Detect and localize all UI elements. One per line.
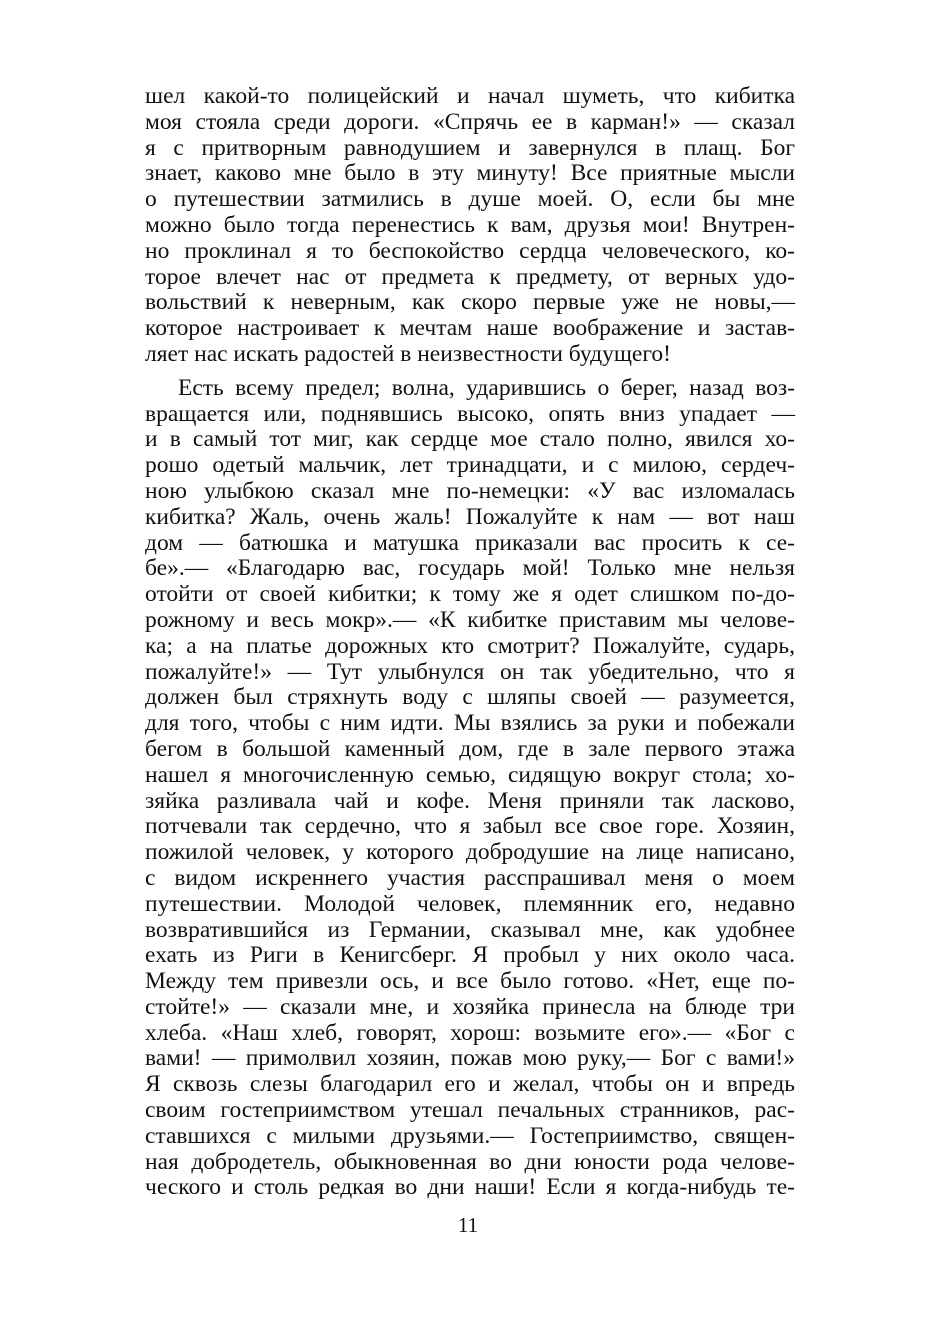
text-line: Есть всему предел; волна, ударившись о берег, назад воз-: [178, 374, 795, 401]
page-number: 11: [457, 1213, 479, 1237]
text-line: ная добродетель, обыкновенная во дни юности рода челове-: [145, 1148, 795, 1175]
text-line: ка; а на платье дорожных кто смотрит? Пожалуйте, сударь,: [145, 632, 795, 659]
text-line: кибитка? Жаль, очень жаль! Пожалуйте к нам — вот наш: [145, 503, 795, 530]
text-line: зяйка разливала чай и кофе. Меня приняли так ласково,: [145, 787, 795, 814]
text-line: хлеба. «Наш хлеб, говорят, хорош: возьмите его».— «Бог с: [145, 1019, 795, 1046]
text-line: стойте!» — сказали мне, и хозяйка принесла на блюде три: [145, 993, 795, 1020]
text-line: ставшихся с милыми друзьями.— Гостеприимство, священ-: [145, 1122, 795, 1149]
text-line: пожалуйте!» — Тут улыбнулся он так убедительно, что я: [145, 658, 795, 685]
text-line: рожному и весь мокр».— «К кибитке приставим мы челове-: [145, 606, 795, 633]
page-text: [145, 84, 795, 1201]
text-line: бегом в большой каменный дом, где в зале первого этажа: [145, 735, 795, 762]
text-line: пожилой человек, у которого добродушие на лице написано,: [145, 839, 795, 866]
text-line: ческого и столь редкая во дни наши! Если я когда-нибудь те-: [145, 1174, 795, 1201]
text-line: но проклинал я то беспокойство сердца человеческого, ко-: [145, 237, 795, 264]
text-line: вращается или, поднявшись высоко, опять вниз упадает —: [145, 400, 795, 427]
text-line: бе».— «Благодарю вас, государь мой! Только мне нельзя: [145, 555, 795, 582]
text-line: ною улыбкою сказал мне по-немецки: «У вас изломалась: [145, 477, 795, 504]
text-line: путешествии. Молодой человек, племянник его, недавно: [145, 890, 795, 917]
text-line: ляет нас искать радостей в неизвестности будущего!: [145, 340, 671, 367]
text-line: рошо одетый мальчик, лет тринадцати, и с милою, сердеч-: [145, 452, 795, 479]
text-line: и в самый тот миг, как сердце мое стало полно, явился хо-: [145, 426, 795, 453]
text-line: моя стояла среди дороги. «Спрячь ее в карман!» — сказал: [145, 108, 795, 135]
text-line: вами! — примолвил хозяин, пожав мою руку,— Бог с вами!»: [145, 1045, 795, 1072]
text-line: которое настроивает к мечтам наше воображение и застав-: [145, 315, 795, 342]
text-line: для того, чтобы с ним идти. Мы взялись за руки и побежали: [145, 710, 795, 737]
text-line: Я сквозь слезы благодарил его и желал, чтобы он и впредь: [145, 1071, 795, 1098]
paragraph-1: [145, 84, 795, 368]
text-line: можно было тогда перенестись к вам, друзья мои! Внутрен-: [145, 211, 795, 238]
text-line: отойти от своей кибитки; к тому же я одет слишком по-до-: [145, 581, 795, 608]
text-line: Между тем привезли ось, и все было готово. «Нет, еще по-: [145, 968, 795, 995]
paragraph-2: [145, 376, 795, 1202]
text-line: вольствий к неверным, как скоро первые уже не новы,—: [145, 289, 795, 316]
text-line: шел какой-то полицейский и начал шуметь, что кибитка: [145, 83, 795, 109]
text-line: должен был стряхнуть воду с шляпы своей — разумеется,: [145, 684, 795, 711]
text-line: я с притворным равнодушием и завернулся в плащ. Бог: [145, 134, 795, 161]
text-line: нашел я многочисленную семью, сидящую вокруг стола; хо-: [145, 761, 795, 788]
text-line: о путешествии затмились в душе моей. О, если бы мне: [145, 186, 795, 213]
text-line: своим гостеприимством утешал печальных странников, рас-: [145, 1097, 795, 1124]
text-line: ехать из Риги в Кенигсберг. Я пробыл у них около часа.: [145, 942, 795, 969]
text-line: торое влечет нас от предмета к предмету, от верных удо-: [145, 263, 795, 290]
text-line: знает, каково мне было в эту минуту! Все приятные мысли: [145, 160, 795, 187]
text-line: дом — батюшка и матушка приказали вас просить к се-: [145, 529, 795, 556]
text-line: возвратившийся из Германии, сказывал мне, как удобнее: [145, 916, 795, 943]
text-line: потчевали так сердечно, что я забыл все свое горе. Хозяин,: [145, 813, 795, 840]
text-line: с видом искреннего участия расспрашивал меня о моем: [145, 864, 795, 891]
